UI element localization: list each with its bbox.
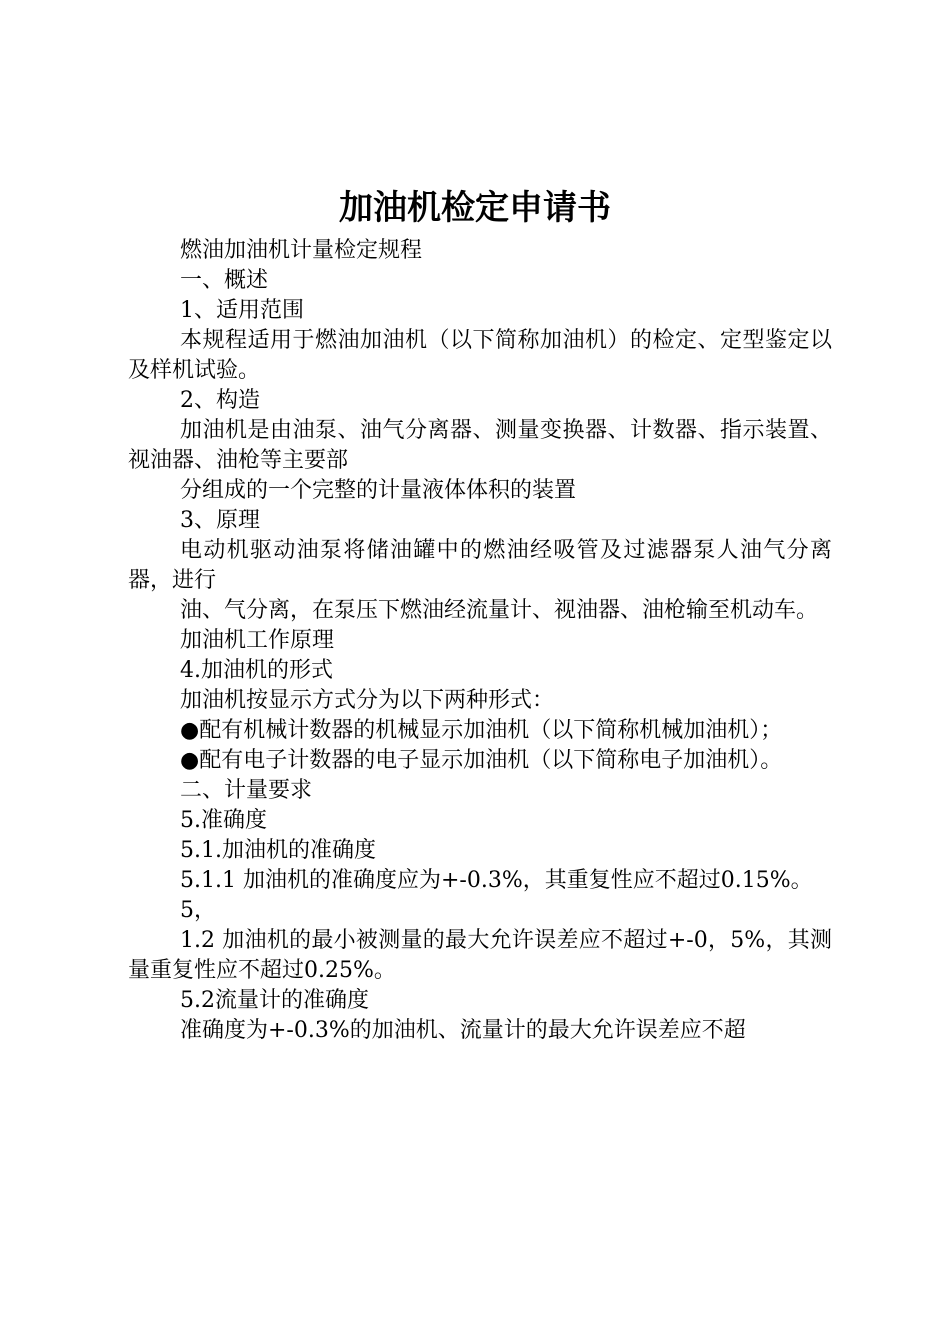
paragraph: 二、计量要求 — [180, 778, 313, 803]
paragraph: ●配有电子计数器的电子显示加油机（以下简称电子加油机）。 — [180, 748, 783, 773]
paragraph: 5.1.加油机的准确度 — [180, 838, 376, 863]
paragraph: 4.加油机的形式 — [180, 658, 333, 683]
paragraph: 5.2流量计的准确度 — [180, 988, 369, 1013]
paragraph: 油、气分离，在泵压下燃油经流量计、视油器、油枪输至机动车。 — [180, 598, 819, 623]
paragraph: ●配有机械计数器的机械显示加油机（以下简称机械加油机）； — [180, 718, 783, 743]
paragraph: 一、概述 — [180, 268, 269, 293]
paragraph: 3、原理 — [180, 508, 260, 533]
paragraph: 2、构造 — [180, 388, 260, 413]
paragraph: 电动机驱动油泵将储油罐中的燃油经吸管及过滤器泵人油气分离器，进行 — [128, 538, 832, 593]
paragraph: 燃油加油机计量检定规程 — [180, 238, 423, 263]
paragraph: 加油机按显示方式分为以下两种形式： — [180, 688, 555, 713]
paragraph: 分组成的一个完整的计量液体体积的装置 — [180, 478, 577, 503]
paragraph: 加油机工作原理 — [180, 628, 335, 653]
paragraph: 1.2 加油机的最小被测量的最大允许误差应不超过+-0，5%，其测量重复性应不超过0.25%。 — [128, 928, 832, 983]
paragraph: 加油机是由油泵、油气分离器、测量变换器、计数器、指示装置、视油器、油枪等主要部 — [128, 418, 832, 473]
paragraph: 5.准确度 — [180, 808, 267, 833]
document-body — [128, 236, 832, 1046]
paragraph: 5.1.1 加油机的准确度应为+-0.3%，其重复性应不超过0.15%。 — [180, 868, 813, 893]
paragraph: 5， — [180, 898, 216, 923]
paragraph: 1、适用范围 — [180, 298, 304, 323]
paragraph: 本规程适用于燃油加油机（以下简称加油机）的检定、定型鉴定以及样机试验。 — [128, 328, 832, 383]
paragraph: 准确度为+-0.3%的加油机、流量计的最大允许误差应不超 — [180, 1018, 746, 1043]
document-title: 加油机检定申请书 — [339, 188, 611, 228]
